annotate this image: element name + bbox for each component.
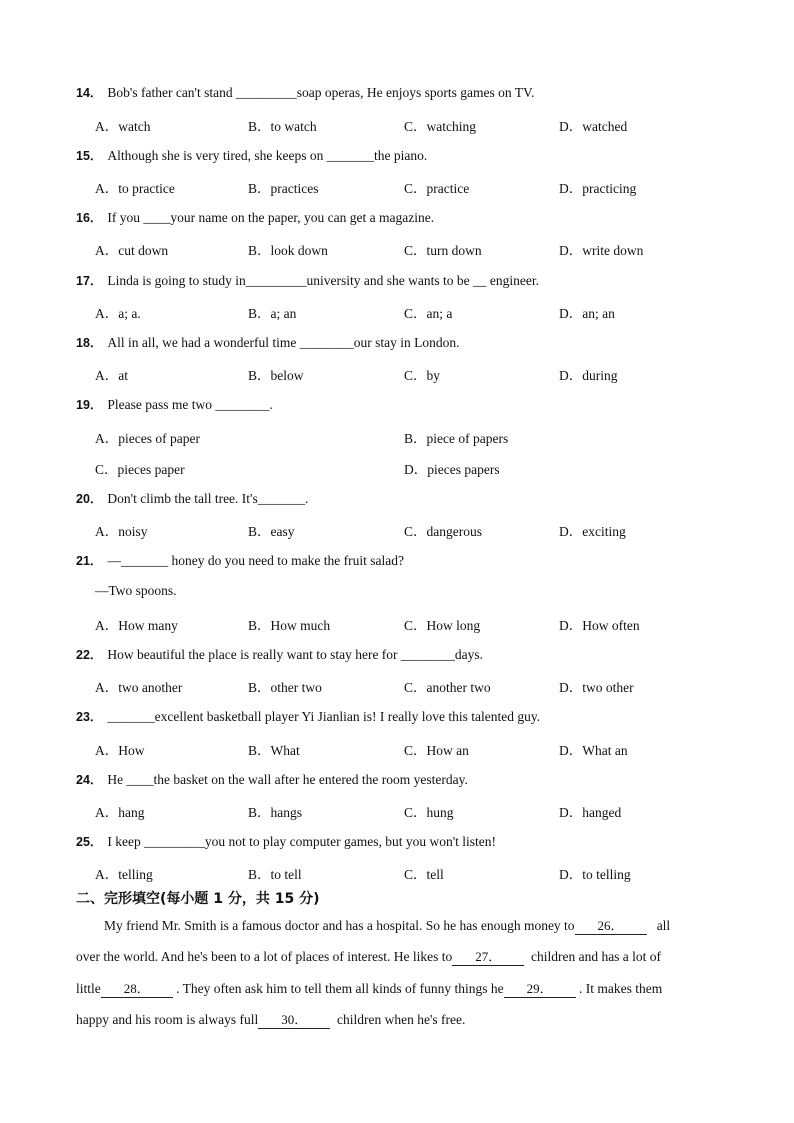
option-a: A．How many — [95, 618, 178, 633]
options-15 — [95, 177, 735, 197]
option-c: C．watching — [404, 119, 476, 134]
question-stem: He ____the basket on the wall after he entered the room yesterday. — [107, 772, 468, 787]
options-19-row2 — [95, 458, 735, 478]
question-21 — [76, 551, 404, 569]
option-c: C．turn down — [404, 243, 482, 258]
passage-text: . It makes them — [578, 981, 663, 996]
passage-text: happy and his room is always full — [76, 1012, 259, 1027]
passage-text: children when he's free. — [336, 1012, 466, 1027]
question-19 — [76, 395, 273, 413]
option-c: C．by — [404, 368, 441, 383]
question-stem: All in all, we had a wonderful time ________our stay in London. — [107, 335, 460, 350]
question-15 — [76, 146, 427, 164]
option-c: C．tell — [404, 867, 444, 882]
option-a: A．telling — [95, 867, 153, 882]
option-c: C．an; a — [404, 306, 453, 321]
question-20 — [76, 489, 308, 507]
passage-text: children and has a lot of — [530, 949, 662, 964]
option-b: B．piece of papers — [404, 431, 509, 446]
option-d: D．How often — [559, 618, 640, 633]
question-stem: I keep _________you not to play computer games, but you won't listen! — [107, 834, 497, 849]
passage-text: all — [656, 918, 671, 933]
option-d: D．hanged — [559, 805, 622, 820]
option-b: B．hangs — [248, 805, 302, 820]
question-16 — [76, 208, 434, 226]
option-c: C．How an — [404, 743, 469, 758]
option-b: B．How much — [248, 618, 331, 633]
option-b: B．practices — [248, 181, 319, 196]
question-number: 21． — [76, 554, 103, 568]
question-number: 14． — [76, 86, 103, 100]
option-a: A．hang — [95, 805, 145, 820]
option-b: B．below — [248, 368, 304, 383]
option-b: B．to tell — [248, 867, 302, 882]
option-b: B．other two — [248, 680, 322, 695]
question-number: 16． — [76, 211, 103, 225]
question-stem: Don't climb the tall tree. It's_______. — [107, 491, 309, 506]
option-d: D．during — [559, 368, 618, 383]
question-18 — [76, 333, 459, 351]
option-a: A．to practice — [95, 181, 175, 196]
question-stem: —_______ honey do you need to make the fruit salad? — [107, 553, 404, 568]
option-d: D．What an — [559, 743, 628, 758]
question-number: 20． — [76, 492, 103, 506]
question-25 — [76, 832, 496, 850]
passage-line-3 — [76, 978, 712, 998]
question-24 — [76, 770, 468, 788]
option-b: B．easy — [248, 524, 295, 539]
question-21-response: —Two spoons. — [95, 583, 177, 598]
option-a: A．two another — [95, 680, 183, 695]
question-number: 24． — [76, 773, 103, 787]
question-stem: Bob's father can't stand _________soap operas, He enjoys sports games on TV. — [107, 85, 535, 100]
question-number: 23． — [76, 710, 103, 724]
blank-27: 27． — [452, 946, 524, 966]
option-b: B．a; an — [248, 306, 297, 321]
option-b: B．What — [248, 743, 300, 758]
question-number: 19． — [76, 398, 103, 412]
question-stem: Please pass me two ________. — [107, 397, 273, 412]
passage-text: over the world. And he's been to a lot of places of interest. He likes to — [76, 949, 453, 964]
option-d: D．watched — [559, 119, 628, 134]
passage-text: . They often ask him to tell them all kinds of funny things he — [176, 981, 504, 996]
question-number: 15． — [76, 149, 103, 163]
options-24 — [95, 801, 735, 821]
question-stem: Although she is very tired, she keeps on _______the piano. — [107, 148, 428, 163]
option-a: A．watch — [95, 119, 151, 134]
question-number: 22． — [76, 648, 103, 662]
question-stem: _______excellent basketball player Yi Jianlian is! I really love this talented guy. — [107, 709, 541, 724]
blank-26: 26． — [575, 915, 647, 935]
blank-28: 28． — [101, 978, 173, 998]
passage-line-1 — [104, 915, 712, 935]
passage-text: little — [76, 981, 101, 996]
question-stem: Linda is going to study in_________university and she wants to be __ engineer. — [107, 273, 539, 288]
question-number: 18． — [76, 336, 103, 350]
question-number: 25． — [76, 835, 103, 849]
question-stem: How beautiful the place is really want to stay here for ________days. — [107, 647, 484, 662]
options-14 — [95, 115, 735, 135]
option-b: B．look down — [248, 243, 328, 258]
question-14 — [76, 83, 534, 101]
option-a: A．pieces of paper — [95, 431, 200, 446]
passage-line-2 — [76, 946, 712, 966]
option-a: A．a; a. — [95, 306, 141, 321]
question-stem: If you ____your name on the paper, you can get a magazine. — [107, 210, 435, 225]
question-number: 17． — [76, 274, 103, 288]
option-c: C．practice — [404, 181, 470, 196]
options-18 — [95, 364, 735, 384]
option-d: D．practicing — [559, 181, 637, 196]
question-17 — [76, 271, 539, 289]
options-22 — [95, 676, 735, 696]
options-25 — [95, 863, 735, 883]
option-d: D．write down — [559, 243, 644, 258]
option-c: C．How long — [404, 618, 481, 633]
option-c: C．dangerous — [404, 524, 482, 539]
option-c: C．pieces paper — [95, 462, 185, 477]
option-d: D．two other — [559, 680, 634, 695]
option-c: C．hung — [404, 805, 454, 820]
option-d: D．exciting — [559, 524, 626, 539]
passage-text: My friend Mr. Smith is a famous doctor and has a hospital. So he has enough money to — [104, 918, 575, 933]
option-a: A．How — [95, 743, 145, 758]
options-19-row1 — [95, 427, 735, 447]
option-a: A．noisy — [95, 524, 148, 539]
blank-30: 30． — [258, 1009, 330, 1029]
option-d: D．to telling — [559, 867, 631, 882]
question-22 — [76, 645, 483, 663]
options-17 — [95, 302, 735, 322]
option-d: D．an; an — [559, 306, 615, 321]
options-16 — [95, 239, 735, 259]
blank-29: 29． — [504, 978, 576, 998]
options-20 — [95, 520, 735, 540]
option-d: D．pieces papers — [404, 462, 500, 477]
passage-line-4 — [76, 1009, 712, 1029]
options-21 — [95, 614, 735, 634]
section-heading: 二、完形填空(每小题 1 分，共 15 分) — [76, 891, 320, 907]
option-b: B．to watch — [248, 119, 317, 134]
options-23 — [95, 739, 735, 759]
option-a: A．at — [95, 368, 128, 383]
option-c: C．another two — [404, 680, 491, 695]
option-a: A．cut down — [95, 243, 169, 258]
question-23 — [76, 707, 540, 725]
